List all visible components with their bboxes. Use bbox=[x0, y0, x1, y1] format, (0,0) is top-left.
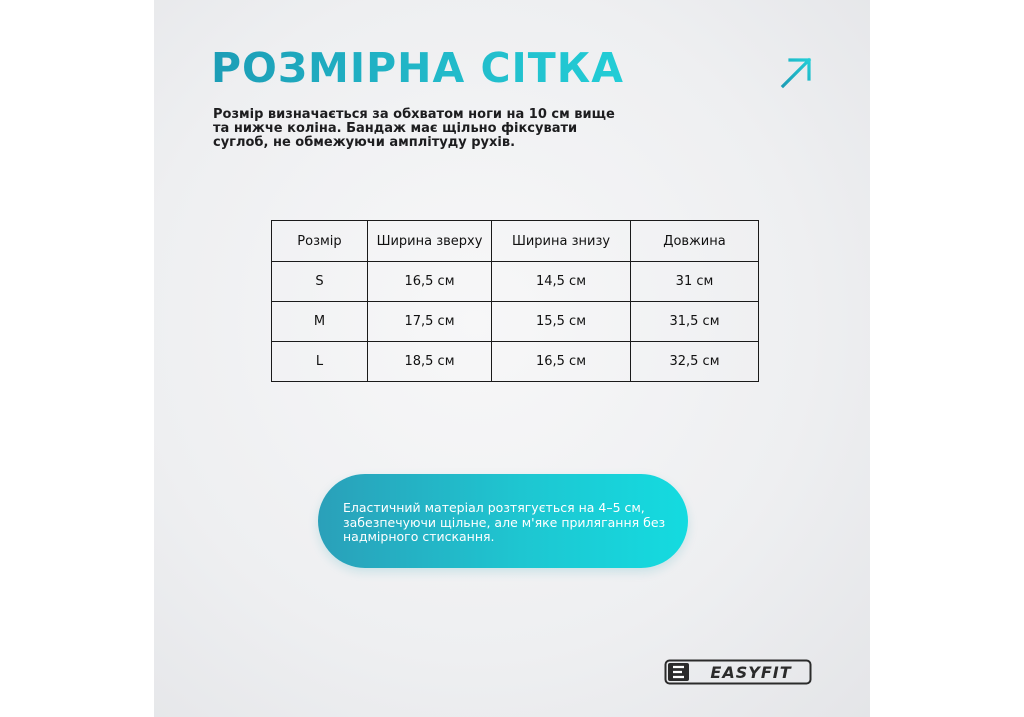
length-cell: 31,5 см bbox=[631, 302, 759, 342]
page-title: РОЗМІРНА СІТКА bbox=[211, 44, 625, 92]
table-header-row bbox=[272, 221, 759, 262]
header-length: Довжина bbox=[631, 221, 759, 262]
length-cell: 32,5 см bbox=[631, 342, 759, 382]
stretch-note-pill bbox=[318, 474, 688, 568]
size-cell: M bbox=[272, 302, 368, 342]
size-description: Розмір визначається за обхватом ноги на 10 см вище та нижче коліна. Бандаж має щільно фіксувати суглоб, не обмежуючи амплітуду рухів. bbox=[213, 107, 615, 150]
width-bottom-cell: 16,5 см bbox=[492, 342, 631, 382]
header-size: Розмір bbox=[272, 221, 368, 262]
size-cell: S bbox=[272, 262, 368, 302]
brand-logo bbox=[664, 659, 812, 685]
arrow-up-right-icon bbox=[779, 56, 813, 90]
logo-text: EASYFIT bbox=[710, 663, 792, 682]
length-cell: 31 см bbox=[631, 262, 759, 302]
width-bottom-cell: 14,5 см bbox=[492, 262, 631, 302]
header-width-top: Ширина зверху bbox=[368, 221, 492, 262]
header-width-bottom: Ширина знизу bbox=[492, 221, 631, 262]
size-table bbox=[271, 220, 759, 382]
width-top-cell: 16,5 см bbox=[368, 262, 492, 302]
width-bottom-cell: 15,5 см bbox=[492, 302, 631, 342]
size-guide-card bbox=[154, 0, 870, 717]
size-cell: L bbox=[272, 342, 368, 382]
width-top-cell: 17,5 см bbox=[368, 302, 492, 342]
table-row bbox=[272, 262, 759, 302]
table-row bbox=[272, 302, 759, 342]
table-row bbox=[272, 342, 759, 382]
width-top-cell: 18,5 см bbox=[368, 342, 492, 382]
stretch-note-text: Еластичний матеріал розтягується на 4–5 см, забезпечуючи щільне, але м'яке прилягання без надмірного стискання. bbox=[343, 500, 666, 544]
